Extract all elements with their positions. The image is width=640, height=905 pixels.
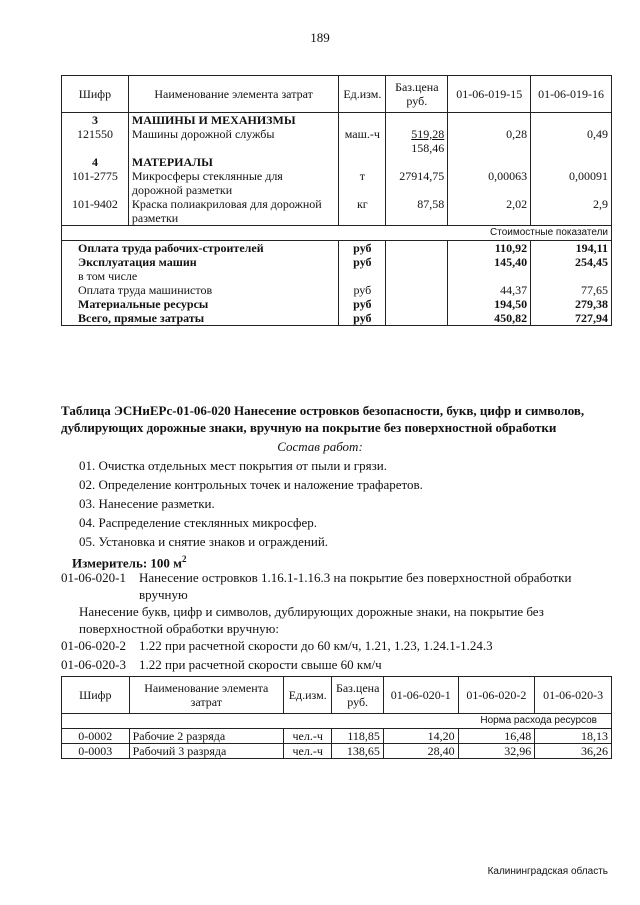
row-code: 0-0003: [62, 744, 130, 759]
norm-caption: Норма расхода ресурсов: [62, 714, 612, 729]
item-2: [61, 637, 621, 654]
summary-price: [386, 269, 448, 283]
row-unit: чел.-ч: [284, 729, 332, 744]
row-unit: маш.-ч: [339, 127, 386, 155]
row-code: 121550: [62, 127, 129, 155]
work-item: 04. Распределение стеклянных микросфер.: [79, 515, 317, 530]
header-name: Наименование элемента затрат: [128, 76, 338, 113]
row-code: 0-0002: [62, 729, 130, 744]
works-heading: Состав работ:: [277, 439, 363, 454]
row-price: 87,58: [386, 197, 448, 226]
summary-name: Оплата труда машинистов: [62, 283, 339, 297]
header-col-2: 01-06-019-16: [531, 76, 612, 113]
row-price: 118,85: [332, 729, 383, 744]
table-row: [62, 744, 612, 759]
row-value-1: 14,20: [383, 729, 458, 744]
header-name: Наименование элемента затрат: [129, 677, 283, 714]
summary-row: [62, 241, 612, 256]
page-number: 189: [310, 30, 330, 45]
summary-name: Оплата труда рабочих-строителей: [62, 241, 339, 256]
summary-value-1: [448, 269, 531, 283]
summary-name: Всего, прямые затраты: [62, 311, 339, 326]
row-value-2: 32,96: [458, 744, 535, 759]
row-price: 27914,75: [386, 169, 448, 197]
summary-unit: руб: [339, 283, 386, 297]
row-price: 138,65: [332, 744, 383, 759]
header-col-3: 01-06-020-3: [535, 677, 612, 714]
summary-unit: руб: [339, 255, 386, 269]
section-number: 4: [62, 155, 129, 169]
row-code: 101-2775: [62, 169, 129, 197]
row-name: Машины дорожной службы: [128, 127, 338, 155]
row-value-1: 0,00063: [448, 169, 531, 197]
row-value-1: 0,28: [448, 127, 531, 155]
summary-value-2: 77,65: [531, 283, 612, 297]
section-title: МАТЕРИАЛЫ: [128, 155, 338, 169]
summary-row: [62, 283, 612, 297]
meter-sup: 2: [182, 554, 187, 564]
summary-row: [62, 297, 612, 311]
item-1: [61, 569, 621, 603]
table-title: Таблица ЭСНиЕРс-01-06-020 Нанесение островков безопасности, букв, цифр и символов, дублирующих дорожные знаки, вручную на покрытие без поверхностной обработки: [61, 403, 585, 435]
item-text: 1.22 при расчетной скорости до 60 км/ч, 1.21, 1.23, 1.24.1-1.24.3: [139, 638, 493, 653]
work-item: 03. Нанесение разметки.: [79, 496, 215, 511]
summary-value-2: [531, 269, 612, 283]
summary-name: в том числе: [62, 269, 339, 283]
summary-value-2: 727,94: [531, 311, 612, 326]
header-code: Шифр: [62, 677, 130, 714]
table-header-row: [62, 677, 612, 714]
row-price-2: 158,46: [411, 141, 445, 155]
summary-row: [62, 311, 612, 326]
row-value-1: 2,02: [448, 197, 531, 226]
summary-row: [62, 255, 612, 269]
paragraph: Нанесение букв, цифр и символов, дублирующих дорожные знаки, на покрытие без поверхностной обработки вручную:: [79, 604, 544, 636]
item-code: 01-06-020-1: [61, 570, 126, 585]
table-row: [62, 169, 612, 197]
cost-caption: Стоимостные показатели: [62, 226, 612, 241]
row-unit: т: [339, 169, 386, 197]
header-unit: Ед.изм.: [339, 76, 386, 113]
item-code: 01-06-020-3: [61, 657, 126, 672]
row-name: Микросферы стеклянные для дорожной разметки: [128, 169, 338, 197]
header-price: Баз.цена руб.: [332, 677, 383, 714]
item-text: Нанесение островков 1.16.1-1.16.3 на покрытие без поверхностной обработки вручную: [139, 570, 572, 602]
work-item: 01. Очистка отдельных мест покрытия от пыли и грязи.: [79, 458, 387, 473]
row-value-2: 2,9: [531, 197, 612, 226]
summary-row: [62, 269, 612, 283]
header-col-1: 01-06-019-15: [448, 76, 531, 113]
row-value-2: 16,48: [458, 729, 535, 744]
section-row: [62, 113, 612, 128]
summary-price: [386, 297, 448, 311]
works-list: [79, 457, 423, 552]
summary-unit: руб: [339, 311, 386, 326]
table-row: [62, 729, 612, 744]
footer-region: Калининградская область: [487, 866, 608, 877]
resource-table-020: [61, 676, 612, 759]
header-col-2: 01-06-020-2: [458, 677, 535, 714]
row-unit: кг: [339, 197, 386, 226]
row-value-2: 0,49: [531, 127, 612, 155]
work-item: 02. Определение контрольных точек и наложение трафаретов.: [79, 477, 423, 492]
summary-price: [386, 283, 448, 297]
table-header-row: [62, 76, 612, 113]
header-col-1: 01-06-020-1: [383, 677, 458, 714]
work-item: 05. Установка и снятие знаков и ограждений.: [79, 534, 329, 549]
summary-value-1: 145,40: [448, 255, 531, 269]
summary-price: [386, 241, 448, 256]
summary-unit: [339, 269, 386, 283]
summary-name: Эксплуатация машин: [62, 255, 339, 269]
section-number: 3: [62, 113, 129, 128]
row-price: 519,28: [411, 127, 445, 141]
summary-value-2: 254,45: [531, 255, 612, 269]
summary-value-1: 450,82: [448, 311, 531, 326]
row-name: Рабочие 2 разряда: [129, 729, 283, 744]
section-title: МАШИНЫ И МЕХАНИЗМЫ: [128, 113, 338, 128]
summary-price: [386, 311, 448, 326]
summary-value-1: 110,92: [448, 241, 531, 256]
row-value-2: 0,00091: [531, 169, 612, 197]
row-unit: чел.-ч: [284, 744, 332, 759]
row-value-3: 18,13: [535, 729, 612, 744]
summary-price: [386, 255, 448, 269]
summary-name: Материальные ресурсы: [62, 297, 339, 311]
summary-value-2: 194,11: [531, 241, 612, 256]
section-row: [62, 155, 612, 169]
meter-label: Измеритель: 100 м: [72, 555, 183, 571]
table-row: [62, 197, 612, 226]
row-name: Краска полиакриловая для дорожной разметки: [128, 197, 338, 226]
table-row: [62, 127, 612, 155]
row-name: Рабочий 3 разряда: [129, 744, 283, 759]
item-text: 1.22 при расчетной скорости свыше 60 км/ч: [139, 657, 382, 672]
caption-row: [62, 714, 612, 729]
summary-rows: [62, 241, 612, 326]
summary-value-2: 279,38: [531, 297, 612, 311]
resource-table-019: [61, 75, 612, 326]
summary-unit: руб: [339, 297, 386, 311]
row-value-3: 36,26: [535, 744, 612, 759]
item-code: 01-06-020-2: [61, 638, 126, 653]
header-unit: Ед.изм.: [284, 677, 332, 714]
cost-caption-row: [62, 226, 612, 241]
header-code: Шифр: [62, 76, 129, 113]
summary-unit: руб: [339, 241, 386, 256]
item-3: [61, 656, 621, 673]
row-code: 101-9402: [62, 197, 129, 226]
header-price: Баз.цена руб.: [386, 76, 448, 113]
row-value-1: 28,40: [383, 744, 458, 759]
summary-value-1: 194,50: [448, 297, 531, 311]
summary-value-1: 44,37: [448, 283, 531, 297]
